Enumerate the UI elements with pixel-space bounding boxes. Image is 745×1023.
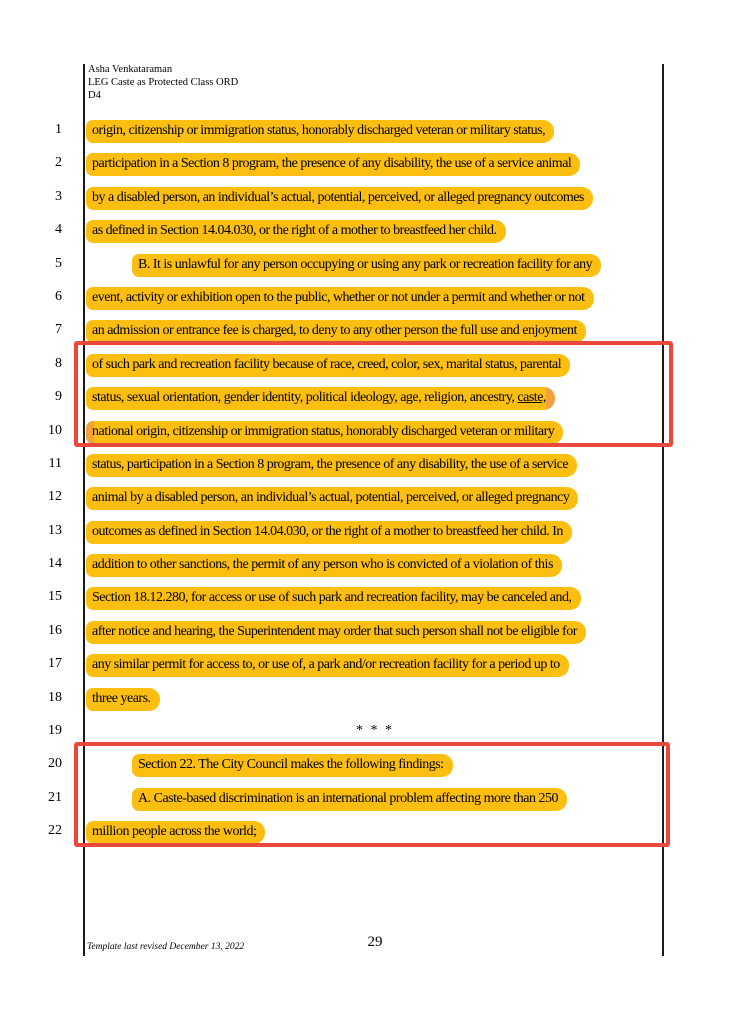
- document-line: [0, 118, 745, 151]
- line-number: 19: [48, 723, 62, 739]
- highlighted-text: outcomes as defined in Section 14.04.030, or the right of a mother to breastfeed her child. In: [86, 521, 572, 544]
- document-line: [0, 686, 745, 719]
- line-number: 2: [55, 155, 62, 171]
- document-line: [0, 185, 745, 218]
- line-number: 3: [55, 188, 62, 204]
- document-line: [0, 485, 745, 518]
- highlighted-text: Section 18.12.280, for access or use of such park and recreation facility, may be canceled and,: [86, 587, 581, 610]
- document-line: [0, 652, 745, 685]
- line-number: 18: [48, 689, 62, 705]
- highlighted-text: participation in a Section 8 program, the presence of any disability, the use of a service animal: [86, 153, 580, 176]
- red-annotation-box-lines-20-22: [74, 742, 670, 847]
- line-number: 15: [48, 589, 62, 605]
- section-break-asterisks: * * *: [356, 723, 394, 739]
- caste-underlined-text: caste,: [517, 390, 546, 406]
- line-number: 20: [48, 756, 62, 772]
- highlighted-text: addition to other sanctions, the permit of any person who is convicted of a violation of this: [86, 554, 562, 577]
- highlighted-text: national origin, citizenship or immigration status, honorably discharged veteran or military: [86, 421, 563, 444]
- highlighted-text: A. Caste-based discrimination is an international problem affecting more than 250: [132, 788, 567, 811]
- document-line: [0, 252, 745, 285]
- highlighted-text: origin, citizenship or immigration status, honorably discharged veteran or military status,: [86, 120, 554, 143]
- header-author: Asha Venkataraman: [88, 64, 173, 75]
- highlighted-text: as defined in Section 14.04.030, or the right of a mother to breastfeed her child.: [86, 220, 506, 243]
- header-title: LEG Caste as Protected Class ORD: [88, 77, 239, 88]
- line-number: 9: [55, 389, 62, 405]
- highlighted-text: after notice and hearing, the Superintendent may order that such person shall not be eligible for: [86, 621, 586, 644]
- document-line: [0, 218, 745, 251]
- document-line: [0, 452, 745, 485]
- document-line: [0, 585, 745, 618]
- highlighted-text: animal by a disabled person, an individual’s actual, potential, perceived, or alleged pregnancy: [86, 487, 578, 510]
- highlighted-text: status, participation in a Section 8 program, the presence of any disability, the use of a service: [86, 454, 577, 477]
- document-line: [0, 285, 745, 318]
- highlighted-text: by a disabled person, an individual’s actual, potential, perceived, or alleged pregnancy outcomes: [86, 187, 593, 210]
- highlighted-text: event, activity or exhibition open to the public, whether or not under a permit and whether or not: [86, 287, 594, 310]
- highlighted-text: B. It is unlawful for any person occupying or using any park or recreation facility for any: [132, 254, 601, 277]
- footer-template-note: Template last revised December 13, 2022: [87, 942, 245, 952]
- line-number: 17: [48, 656, 62, 672]
- line-number: 4: [55, 222, 62, 238]
- line-number: 16: [48, 622, 62, 638]
- page-number: 29: [367, 934, 383, 950]
- highlighted-text: of such park and recreation facility because of race, creed, color, sex, marital status, parental: [86, 354, 570, 377]
- line-number: 6: [55, 288, 62, 304]
- line-number: 21: [48, 789, 62, 805]
- line-number: 10: [48, 422, 62, 438]
- highlighted-text: an admission or entrance fee is charged, to deny to any other person the full use and enjoyment: [86, 320, 586, 343]
- header-block: [88, 63, 238, 102]
- line-text-before-caste: status, sexual orientation, gender identity, political ideology, age, religion, ancestry,: [92, 390, 518, 406]
- line-number: 11: [48, 455, 62, 471]
- line-number: 13: [48, 522, 62, 538]
- highlighted-text: Section 22. The City Council makes the following findings:: [132, 754, 453, 777]
- line-number: 8: [55, 355, 62, 371]
- highlighted-text: million people across the world;: [86, 821, 265, 844]
- highlighted-text: any similar permit for access to, or use of, a park and/or recreation facility for a period up to: [86, 654, 569, 677]
- highlighted-text: three years.: [86, 688, 160, 711]
- red-annotation-box-lines-8-10: [74, 341, 673, 447]
- document-line: [0, 519, 745, 552]
- line-number: 14: [48, 556, 62, 572]
- header-district: D4: [88, 90, 101, 101]
- line-number: 22: [48, 823, 62, 839]
- line-number: 12: [48, 489, 62, 505]
- document-line: [0, 552, 745, 585]
- line-number: 7: [55, 322, 62, 338]
- document-line: [0, 619, 745, 652]
- line-number: 5: [55, 255, 62, 271]
- line-number: 1: [55, 122, 62, 137]
- document-line: [0, 151, 745, 184]
